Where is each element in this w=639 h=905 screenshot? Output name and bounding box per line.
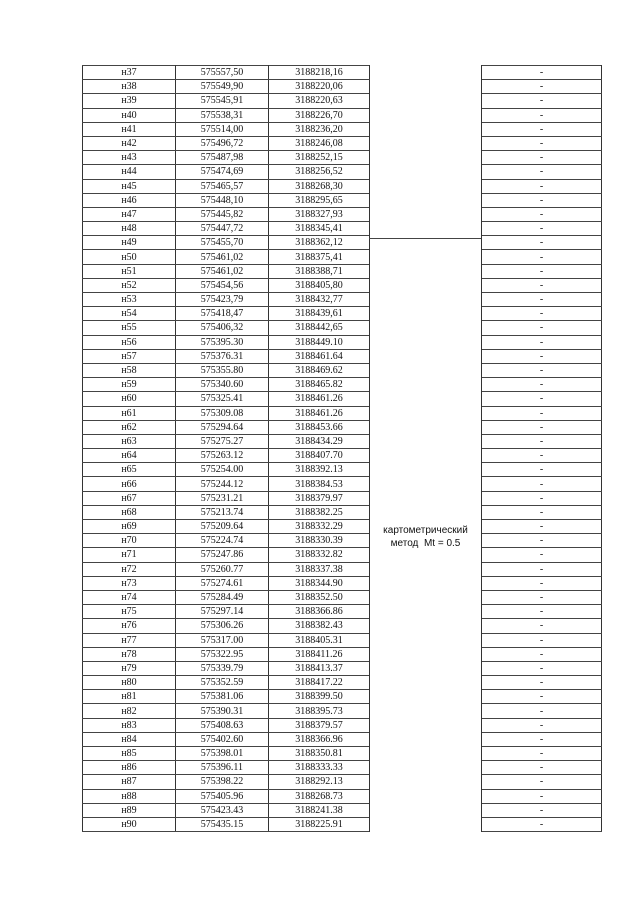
- y-coordinate-cell: 3188295,65: [269, 193, 370, 207]
- error-cell: -: [482, 704, 602, 718]
- error-cell: -: [482, 222, 602, 236]
- point-name-cell: н44: [83, 165, 176, 179]
- table-row: [83, 207, 602, 221]
- y-coordinate-cell: 3188417.22: [269, 676, 370, 690]
- point-name-cell: н40: [83, 108, 176, 122]
- error-cell: -: [482, 477, 602, 491]
- point-name-cell: н60: [83, 392, 176, 406]
- point-name-cell: н71: [83, 548, 176, 562]
- table-row: [83, 619, 602, 633]
- point-name-cell: н85: [83, 747, 176, 761]
- x-coordinate-cell: 575455,70: [176, 236, 269, 250]
- error-cell: -: [482, 151, 602, 165]
- x-coordinate-cell: 575317.00: [176, 633, 269, 647]
- y-coordinate-cell: 3188405.31: [269, 633, 370, 647]
- error-cell: -: [482, 576, 602, 590]
- y-coordinate-cell: 3188453.66: [269, 420, 370, 434]
- point-name-cell: н78: [83, 647, 176, 661]
- error-cell: -: [482, 605, 602, 619]
- point-name-cell: н45: [83, 179, 176, 193]
- table-row: [83, 576, 602, 590]
- x-coordinate-cell: 575390.31: [176, 704, 269, 718]
- table-row: [83, 647, 602, 661]
- table-row: [83, 193, 602, 207]
- x-coordinate-cell: 575260.77: [176, 562, 269, 576]
- y-coordinate-cell: 3188382.25: [269, 505, 370, 519]
- y-coordinate-cell: 3188220,06: [269, 80, 370, 94]
- error-cell: -: [482, 775, 602, 789]
- y-coordinate-cell: 3188413.37: [269, 661, 370, 675]
- x-coordinate-cell: 575275.27: [176, 434, 269, 448]
- point-name-cell: н90: [83, 817, 176, 831]
- table-row: [83, 321, 602, 335]
- point-name-cell: н59: [83, 378, 176, 392]
- error-cell: -: [482, 590, 602, 604]
- y-coordinate-cell: 3188399.50: [269, 690, 370, 704]
- error-cell: -: [482, 165, 602, 179]
- error-cell: -: [482, 179, 602, 193]
- table-row: [83, 363, 602, 377]
- table-row: [83, 449, 602, 463]
- x-coordinate-cell: 575247.86: [176, 548, 269, 562]
- y-coordinate-cell: 3188236,20: [269, 122, 370, 136]
- x-coordinate-cell: 575381.06: [176, 690, 269, 704]
- y-coordinate-cell: 3188333.33: [269, 761, 370, 775]
- point-name-cell: н54: [83, 307, 176, 321]
- error-cell: -: [482, 94, 602, 108]
- y-coordinate-cell: 3188461.26: [269, 392, 370, 406]
- y-coordinate-cell: 3188469.62: [269, 363, 370, 377]
- y-coordinate-cell: 3188388,71: [269, 264, 370, 278]
- error-cell: -: [482, 747, 602, 761]
- x-coordinate-cell: 575418,47: [176, 307, 269, 321]
- y-coordinate-cell: 3188352.50: [269, 590, 370, 604]
- table-row: [83, 676, 602, 690]
- error-cell: -: [482, 378, 602, 392]
- method-wrapper: [370, 66, 481, 832]
- point-name-cell: н65: [83, 463, 176, 477]
- table-row: [83, 151, 602, 165]
- point-name-cell: н37: [83, 66, 176, 80]
- x-coordinate-cell: 575274.61: [176, 576, 269, 590]
- table-row: [83, 505, 602, 519]
- y-coordinate-cell: 3188384.53: [269, 477, 370, 491]
- y-coordinate-cell: 3188327,93: [269, 207, 370, 221]
- table-row: [83, 803, 602, 817]
- error-cell: -: [482, 335, 602, 349]
- x-coordinate-cell: 575209.64: [176, 520, 269, 534]
- error-cell: -: [482, 264, 602, 278]
- error-cell: -: [482, 817, 602, 831]
- x-coordinate-cell: 575244.12: [176, 477, 269, 491]
- y-coordinate-cell: 3188366.86: [269, 605, 370, 619]
- method-line-2: метод Mt = 0.5: [390, 537, 461, 549]
- point-name-cell: н84: [83, 732, 176, 746]
- table-row: [83, 761, 602, 775]
- x-coordinate-cell: 575545,91: [176, 94, 269, 108]
- point-name-cell: н68: [83, 505, 176, 519]
- error-cell: -: [482, 307, 602, 321]
- coordinates-table: [82, 65, 602, 832]
- y-coordinate-cell: 3188407.70: [269, 449, 370, 463]
- x-coordinate-cell: 575263.12: [176, 449, 269, 463]
- point-name-cell: н77: [83, 633, 176, 647]
- x-coordinate-cell: 575325.41: [176, 392, 269, 406]
- y-coordinate-cell: 3188218,16: [269, 66, 370, 80]
- x-coordinate-cell: 575339.79: [176, 661, 269, 675]
- x-coordinate-cell: 575447,72: [176, 222, 269, 236]
- x-coordinate-cell: 575322.95: [176, 647, 269, 661]
- x-coordinate-cell: 575461,02: [176, 264, 269, 278]
- point-name-cell: н72: [83, 562, 176, 576]
- y-coordinate-cell: 3188292.13: [269, 775, 370, 789]
- x-coordinate-cell: 575549,90: [176, 80, 269, 94]
- y-coordinate-cell: 3188246,08: [269, 136, 370, 150]
- error-cell: -: [482, 491, 602, 505]
- error-cell: -: [482, 534, 602, 548]
- error-cell: -: [482, 406, 602, 420]
- table-row: [83, 590, 602, 604]
- y-coordinate-cell: 3188439,61: [269, 307, 370, 321]
- point-name-cell: н43: [83, 151, 176, 165]
- error-cell: -: [482, 349, 602, 363]
- table-row: [83, 165, 602, 179]
- x-coordinate-cell: 575376.31: [176, 349, 269, 363]
- x-coordinate-cell: 575496,72: [176, 136, 269, 150]
- table-row: [83, 491, 602, 505]
- x-coordinate-cell: 575487,98: [176, 151, 269, 165]
- y-coordinate-cell: 3188220,63: [269, 94, 370, 108]
- table-row: [83, 108, 602, 122]
- point-name-cell: н73: [83, 576, 176, 590]
- table-row: [83, 548, 602, 562]
- point-name-cell: н80: [83, 676, 176, 690]
- x-coordinate-cell: 575294.64: [176, 420, 269, 434]
- x-coordinate-cell: 575395.30: [176, 335, 269, 349]
- coordinates-table-body: [83, 66, 602, 832]
- table-row: [83, 534, 602, 548]
- y-coordinate-cell: 3188225.91: [269, 817, 370, 831]
- y-coordinate-cell: 3188379.97: [269, 491, 370, 505]
- table-row: [83, 335, 602, 349]
- error-cell: -: [482, 321, 602, 335]
- point-name-cell: н63: [83, 434, 176, 448]
- table-row: [83, 434, 602, 448]
- table-row: [83, 222, 602, 236]
- error-cell: -: [482, 392, 602, 406]
- x-coordinate-cell: 575284.49: [176, 590, 269, 604]
- x-coordinate-cell: 575514,00: [176, 122, 269, 136]
- x-coordinate-cell: 575309.08: [176, 406, 269, 420]
- y-coordinate-cell: 3188434.29: [269, 434, 370, 448]
- table-row: [83, 122, 602, 136]
- point-name-cell: н46: [83, 193, 176, 207]
- error-cell: -: [482, 732, 602, 746]
- y-coordinate-cell: 3188256,52: [269, 165, 370, 179]
- method-line-1: картометрический: [383, 524, 468, 536]
- error-cell: -: [482, 505, 602, 519]
- x-coordinate-cell: 575454,56: [176, 278, 269, 292]
- table-row: [83, 775, 602, 789]
- x-coordinate-cell: 575448,10: [176, 193, 269, 207]
- table-row: [83, 718, 602, 732]
- y-coordinate-cell: 3188461.26: [269, 406, 370, 420]
- point-name-cell: н61: [83, 406, 176, 420]
- error-cell: -: [482, 108, 602, 122]
- table-row: [83, 605, 602, 619]
- table-row: [83, 94, 602, 108]
- point-name-cell: н57: [83, 349, 176, 363]
- error-cell: -: [482, 463, 602, 477]
- x-coordinate-cell: 575405.96: [176, 789, 269, 803]
- y-coordinate-cell: 3188241.38: [269, 803, 370, 817]
- point-name-cell: н88: [83, 789, 176, 803]
- y-coordinate-cell: 3188330.39: [269, 534, 370, 548]
- point-name-cell: н38: [83, 80, 176, 94]
- table-row: [83, 661, 602, 675]
- error-cell: -: [482, 690, 602, 704]
- point-name-cell: н76: [83, 619, 176, 633]
- x-coordinate-cell: 575352.59: [176, 676, 269, 690]
- error-cell: -: [482, 136, 602, 150]
- error-cell: -: [482, 803, 602, 817]
- error-cell: -: [482, 250, 602, 264]
- y-coordinate-cell: 3188392.13: [269, 463, 370, 477]
- y-coordinate-cell: 3188362,12: [269, 236, 370, 250]
- x-coordinate-cell: 575254.00: [176, 463, 269, 477]
- point-name-cell: н74: [83, 590, 176, 604]
- x-coordinate-cell: 575213.74: [176, 505, 269, 519]
- table-row: [83, 378, 602, 392]
- error-cell: -: [482, 278, 602, 292]
- table-row: [83, 704, 602, 718]
- y-coordinate-cell: 3188379.57: [269, 718, 370, 732]
- y-coordinate-cell: 3188332.29: [269, 520, 370, 534]
- error-cell: -: [482, 420, 602, 434]
- x-coordinate-cell: 575408.63: [176, 718, 269, 732]
- point-name-cell: н55: [83, 321, 176, 335]
- point-name-cell: н83: [83, 718, 176, 732]
- x-coordinate-cell: 575355.80: [176, 363, 269, 377]
- table-row: [83, 633, 602, 647]
- error-cell: -: [482, 661, 602, 675]
- error-cell: -: [482, 80, 602, 94]
- point-name-cell: н53: [83, 293, 176, 307]
- error-cell: -: [482, 633, 602, 647]
- y-coordinate-cell: 3188395.73: [269, 704, 370, 718]
- y-coordinate-cell: 3188405,80: [269, 278, 370, 292]
- error-cell: -: [482, 363, 602, 377]
- table-row: [83, 349, 602, 363]
- y-coordinate-cell: 3188411.26: [269, 647, 370, 661]
- error-cell: -: [482, 236, 602, 250]
- x-coordinate-cell: 575474,69: [176, 165, 269, 179]
- table-row: [83, 406, 602, 420]
- x-coordinate-cell: 575557,50: [176, 66, 269, 80]
- y-coordinate-cell: 3188442,65: [269, 321, 370, 335]
- y-coordinate-cell: 3188345,41: [269, 222, 370, 236]
- x-coordinate-cell: 575402.60: [176, 732, 269, 746]
- table-row: [83, 690, 602, 704]
- table-row: [83, 420, 602, 434]
- table-row: [83, 66, 602, 80]
- point-name-cell: н39: [83, 94, 176, 108]
- x-coordinate-cell: 575406,32: [176, 321, 269, 335]
- error-cell: -: [482, 548, 602, 562]
- y-coordinate-cell: 3188337.38: [269, 562, 370, 576]
- table-row: [83, 463, 602, 477]
- point-name-cell: н48: [83, 222, 176, 236]
- y-coordinate-cell: 3188268.73: [269, 789, 370, 803]
- table-row: [83, 179, 602, 193]
- error-cell: -: [482, 789, 602, 803]
- point-name-cell: н62: [83, 420, 176, 434]
- point-name-cell: н86: [83, 761, 176, 775]
- error-cell: -: [482, 619, 602, 633]
- table-row: [83, 136, 602, 150]
- table-row: [83, 236, 602, 250]
- point-name-cell: н69: [83, 520, 176, 534]
- error-cell: -: [482, 761, 602, 775]
- method-text: [370, 524, 481, 550]
- error-cell: -: [482, 434, 602, 448]
- x-coordinate-cell: 575297.14: [176, 605, 269, 619]
- table-row: [83, 477, 602, 491]
- x-coordinate-cell: 575538,31: [176, 108, 269, 122]
- error-cell: -: [482, 562, 602, 576]
- point-name-cell: н64: [83, 449, 176, 463]
- point-name-cell: н52: [83, 278, 176, 292]
- y-coordinate-cell: 3188344.90: [269, 576, 370, 590]
- error-cell: -: [482, 66, 602, 80]
- error-cell: -: [482, 207, 602, 221]
- table-row: [83, 562, 602, 576]
- error-cell: -: [482, 193, 602, 207]
- point-name-cell: н67: [83, 491, 176, 505]
- table-row: [83, 392, 602, 406]
- error-cell: -: [482, 122, 602, 136]
- method-separator-line: [369, 238, 481, 239]
- y-coordinate-cell: 3188268,30: [269, 179, 370, 193]
- y-coordinate-cell: 3188366.96: [269, 732, 370, 746]
- y-coordinate-cell: 3188465.82: [269, 378, 370, 392]
- y-coordinate-cell: 3188350.81: [269, 747, 370, 761]
- method-cell: [370, 66, 482, 832]
- error-cell: -: [482, 676, 602, 690]
- point-name-cell: н58: [83, 363, 176, 377]
- x-coordinate-cell: 575465,57: [176, 179, 269, 193]
- point-name-cell: н47: [83, 207, 176, 221]
- error-cell: -: [482, 718, 602, 732]
- table-row: [83, 278, 602, 292]
- table-row: [83, 747, 602, 761]
- table-row: [83, 80, 602, 94]
- x-coordinate-cell: 575423,79: [176, 293, 269, 307]
- table-row: [83, 307, 602, 321]
- x-coordinate-cell: 575231.21: [176, 491, 269, 505]
- y-coordinate-cell: 3188332.82: [269, 548, 370, 562]
- point-name-cell: н82: [83, 704, 176, 718]
- x-coordinate-cell: 575306.26: [176, 619, 269, 633]
- point-name-cell: н75: [83, 605, 176, 619]
- point-name-cell: н87: [83, 775, 176, 789]
- point-name-cell: н56: [83, 335, 176, 349]
- point-name-cell: н81: [83, 690, 176, 704]
- point-name-cell: н70: [83, 534, 176, 548]
- table-row: [83, 264, 602, 278]
- y-coordinate-cell: 3188449.10: [269, 335, 370, 349]
- y-coordinate-cell: 3188432,77: [269, 293, 370, 307]
- x-coordinate-cell: 575398.01: [176, 747, 269, 761]
- error-cell: -: [482, 449, 602, 463]
- x-coordinate-cell: 575396.11: [176, 761, 269, 775]
- point-name-cell: н42: [83, 136, 176, 150]
- error-cell: -: [482, 293, 602, 307]
- point-name-cell: н50: [83, 250, 176, 264]
- error-cell: -: [482, 647, 602, 661]
- point-name-cell: н89: [83, 803, 176, 817]
- x-coordinate-cell: 575340.60: [176, 378, 269, 392]
- x-coordinate-cell: 575445,82: [176, 207, 269, 221]
- point-name-cell: н41: [83, 122, 176, 136]
- y-coordinate-cell: 3188461.64: [269, 349, 370, 363]
- point-name-cell: н79: [83, 661, 176, 675]
- table-row: [83, 293, 602, 307]
- table-row: [83, 789, 602, 803]
- y-coordinate-cell: 3188382.43: [269, 619, 370, 633]
- x-coordinate-cell: 575435.15: [176, 817, 269, 831]
- x-coordinate-cell: 575398.22: [176, 775, 269, 789]
- y-coordinate-cell: 3188226,70: [269, 108, 370, 122]
- table-row: [83, 817, 602, 831]
- x-coordinate-cell: 575224.74: [176, 534, 269, 548]
- y-coordinate-cell: 3188252,15: [269, 151, 370, 165]
- table-row: [83, 732, 602, 746]
- table-row: [83, 520, 602, 534]
- y-coordinate-cell: 3188375,41: [269, 250, 370, 264]
- point-name-cell: н51: [83, 264, 176, 278]
- point-name-cell: н66: [83, 477, 176, 491]
- point-name-cell: н49: [83, 236, 176, 250]
- x-coordinate-cell: 575461,02: [176, 250, 269, 264]
- x-coordinate-cell: 575423.43: [176, 803, 269, 817]
- error-cell: -: [482, 520, 602, 534]
- table-row: [83, 250, 602, 264]
